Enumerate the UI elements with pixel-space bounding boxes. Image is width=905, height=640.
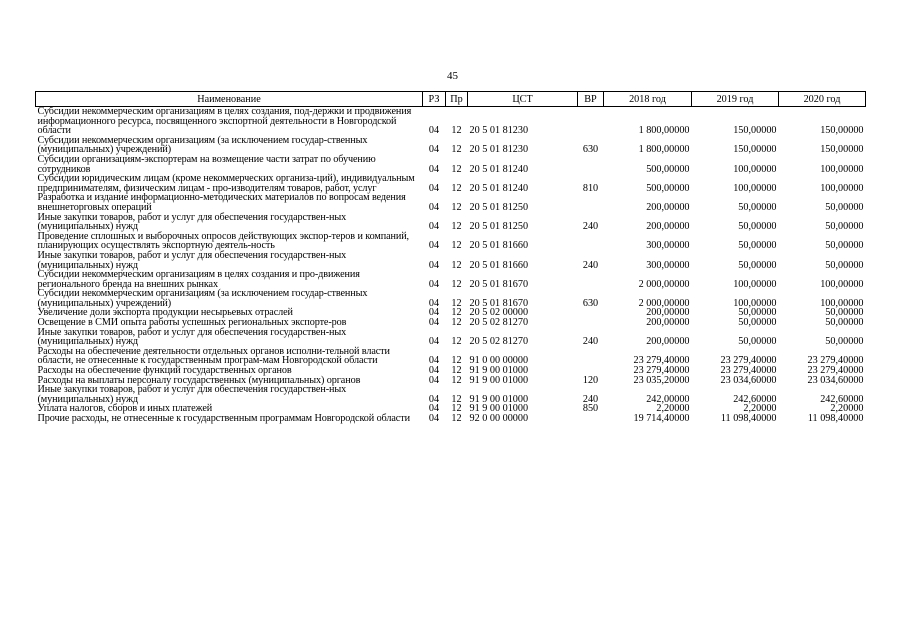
row-pr: 12 (451, 355, 462, 367)
row-vr (578, 308, 604, 318)
row-cst: 20 5 01 81240 (469, 163, 529, 175)
row-value-2020: 2,20000 (830, 403, 864, 415)
row-cst: 91 9 00 01000 (469, 393, 529, 405)
row-value-2018: 1 800,00000 (638, 144, 690, 156)
row-vr: 240 (582, 221, 599, 233)
row-value-2020: 23 279,40000 (807, 355, 864, 367)
row-value-2019: 150,00000 (733, 144, 777, 156)
table-row (36, 213, 866, 232)
row-vr (578, 232, 604, 251)
row-value-2020: 23 034,60000 (807, 374, 864, 386)
row-value-2020: 11 098,40000 (807, 413, 864, 424)
row-value-2019: 50,00000 (738, 317, 777, 329)
row-value-2020: 100,00000 (820, 297, 864, 309)
row-name: Освещение в СМИ опыта работы успешных региональных экспорте-ров (37, 317, 347, 329)
row-value-2018: 23 279,40000 (633, 355, 690, 367)
header-name: Наименование (36, 92, 423, 107)
row-cst: 20 5 02 00000 (469, 307, 529, 319)
row-pr: 12 (451, 201, 462, 213)
row-value-2020: 50,00000 (825, 307, 864, 319)
row-value-2018: 2 000,00000 (638, 297, 690, 309)
row-name: Субсидии некоммерческим организациям в целях создания, под-держки и продвижения информационного ресурса, посвященного экспортной деятельности в Новгородской области (37, 106, 412, 137)
row-vr (578, 414, 604, 424)
table-row (36, 155, 866, 174)
row-pr: 12 (451, 374, 462, 386)
row-pr: 12 (451, 317, 462, 329)
row-name: Иные закупки товаров, работ и услуг для обеспечения государствен-ных (муниципальных) нужд (37, 249, 347, 271)
row-value-2018: 200,00000 (646, 307, 690, 319)
row-value-2019: 50,00000 (738, 221, 777, 233)
row-value-2020: 50,00000 (825, 336, 864, 348)
row-vr: 630 (582, 297, 599, 309)
row-value-2020: 150,00000 (820, 125, 864, 137)
row-cst: 20 5 01 81660 (469, 259, 529, 271)
row-value-2018: 2,20000 (656, 403, 690, 415)
row-value-2019: 100,00000 (733, 278, 777, 290)
row-value-2019: 100,00000 (733, 163, 777, 175)
row-cst: 20 5 01 81250 (469, 201, 529, 213)
row-value-2019: 50,00000 (738, 240, 777, 252)
row-value-2018: 23 279,40000 (633, 365, 690, 377)
row-vr: 240 (582, 336, 599, 348)
header-vr: ВР (578, 92, 604, 107)
row-vr: 120 (582, 374, 599, 386)
row-value-2020: 242,60000 (820, 393, 864, 405)
row-value-2018: 1 800,00000 (638, 125, 690, 137)
row-pr: 12 (451, 163, 462, 175)
row-pr: 12 (451, 221, 462, 233)
row-rz: 04 (428, 221, 440, 233)
row-name: Расходы на обеспечение функций государственных органов (37, 365, 292, 377)
row-pr: 12 (451, 336, 462, 348)
row-pr: 12 (451, 403, 462, 415)
row-rz: 04 (428, 336, 440, 348)
row-rz: 04 (428, 374, 440, 386)
row-rz: 04 (428, 182, 440, 194)
row-name: Прочие расходы, не отнесенные к государственным программам Новгородской области (37, 413, 410, 424)
table-row (36, 251, 866, 270)
row-pr: 12 (451, 413, 462, 424)
row-value-2019: 150,00000 (733, 125, 777, 137)
row-pr: 12 (451, 182, 462, 194)
row-vr (578, 347, 604, 366)
row-vr (578, 318, 604, 328)
header-pr: Пр (446, 92, 468, 107)
row-cst: 20 5 01 81230 (469, 144, 529, 156)
row-vr (578, 155, 604, 174)
row-name: Субсидии организациям-экспортерам на возмещение части затрат по обучению сотрудников (37, 153, 376, 175)
row-value-2018: 2 000,00000 (638, 278, 690, 290)
row-vr (578, 270, 604, 289)
row-rz: 04 (428, 355, 440, 367)
row-cst: 20 5 01 81240 (469, 182, 529, 194)
row-rz: 04 (428, 365, 440, 377)
row-value-2019: 100,00000 (733, 182, 777, 194)
row-value-2019: 50,00000 (738, 336, 777, 348)
row-value-2020: 100,00000 (820, 278, 864, 290)
row-value-2019: 23 279,40000 (720, 365, 777, 377)
row-name: Расходы на обеспечение деятельности отдельных органов исполни-тельной власти области, не отнесенные к государственным програм-мам Новгородской области (37, 345, 390, 367)
header-2018: 2018 год (604, 92, 692, 107)
row-value-2020: 100,00000 (820, 182, 864, 194)
row-value-2019: 50,00000 (738, 259, 777, 271)
row-value-2018: 300,00000 (646, 259, 690, 271)
row-vr: 240 (582, 393, 599, 405)
row-pr: 12 (451, 278, 462, 290)
row-value-2018: 19 714,40000 (633, 413, 690, 424)
row-value-2018: 500,00000 (646, 163, 690, 175)
row-vr: 630 (582, 144, 599, 156)
row-rz: 04 (428, 144, 440, 156)
row-value-2019: 50,00000 (738, 201, 777, 213)
table-row (36, 193, 866, 212)
row-value-2019: 2,20000 (743, 403, 777, 415)
row-value-2019: 242,60000 (733, 393, 777, 405)
row-value-2019: 50,00000 (738, 307, 777, 319)
row-name: Уплата налогов, сборов и иных платежей (37, 403, 213, 415)
row-rz: 04 (428, 393, 440, 405)
row-name: Субсидии юридическим лицам (кроме некоммерческих организа-ций), индивидуальным предпринимателям, физическим лицам - про-изводителям товаров, работ, услуг (37, 173, 415, 194)
row-value-2019: 11 098,40000 (720, 413, 777, 424)
row-rz: 04 (428, 163, 440, 175)
row-cst: 20 5 02 81270 (469, 336, 529, 348)
row-cst: 20 5 01 81670 (469, 297, 529, 309)
table-row (36, 347, 866, 366)
budget-table (35, 91, 866, 424)
table-row (36, 107, 866, 136)
row-pr: 12 (451, 259, 462, 271)
row-value-2020: 50,00000 (825, 240, 864, 252)
row-name: Субсидии некоммерческим организациям в целях создания и про-движения регионального бренда на внешних рынках (37, 269, 360, 290)
row-value-2019: 100,00000 (733, 297, 777, 309)
row-vr: 810 (582, 182, 599, 194)
row-pr: 12 (451, 144, 462, 156)
header-2019: 2019 год (692, 92, 779, 107)
row-cst: 20 5 01 81250 (469, 221, 529, 233)
row-value-2018: 200,00000 (646, 221, 690, 233)
row-rz: 04 (428, 125, 440, 137)
row-name: Иные закупки товаров, работ и услуг для обеспечения государствен-ных (муниципальных) нужд (37, 326, 347, 348)
row-rz: 04 (428, 278, 440, 290)
row-value-2020: 23 279,40000 (807, 365, 864, 377)
header-2020: 2020 год (779, 92, 866, 107)
row-value-2018: 300,00000 (646, 240, 690, 252)
row-value-2018: 200,00000 (646, 201, 690, 213)
row-rz: 04 (428, 317, 440, 329)
row-name: Увеличение доли экспорта продукции несырьевых отраслей (37, 307, 293, 319)
table-row (36, 136, 866, 155)
row-name: Расходы на выплаты персоналу государственных (муниципальных) органов (37, 374, 361, 386)
table-row (36, 385, 866, 404)
row-vr (578, 193, 604, 212)
row-name: Разработка и издание информационно-методических материалов по вопросам ведения внешнеторговых операций (37, 192, 406, 213)
row-rz: 04 (428, 307, 440, 319)
row-value-2020: 50,00000 (825, 317, 864, 329)
row-cst: 20 5 01 81660 (469, 240, 529, 252)
row-rz: 04 (428, 201, 440, 213)
row-pr: 12 (451, 125, 462, 137)
row-value-2018: 200,00000 (646, 336, 690, 348)
row-value-2020: 50,00000 (825, 201, 864, 213)
row-name: Иные закупки товаров, работ и услуг для обеспечения государствен-ных (муниципальных) нужд (37, 384, 347, 405)
row-name: Субсидии некоммерческим организациям (за исключением государ-ственных (муниципальных) учреждений) (37, 134, 368, 156)
row-pr: 12 (451, 393, 462, 405)
page-number: 45 (447, 70, 458, 82)
row-pr: 12 (451, 365, 462, 377)
table-row (36, 232, 866, 251)
row-value-2018: 200,00000 (646, 317, 690, 329)
table-row (36, 174, 866, 193)
table-row (36, 414, 866, 424)
table-body (36, 107, 866, 424)
table-row (36, 328, 866, 347)
header-rz: РЗ (423, 92, 446, 107)
table-row (36, 270, 866, 289)
row-cst: 20 5 01 81670 (469, 278, 529, 290)
row-pr: 12 (451, 297, 462, 309)
row-vr (578, 107, 604, 136)
row-rz: 04 (428, 413, 440, 424)
row-rz: 04 (428, 403, 440, 415)
row-value-2019: 23 034,60000 (720, 374, 777, 386)
row-pr: 12 (451, 240, 462, 252)
row-cst: 91 9 00 01000 (469, 403, 529, 415)
row-cst: 92 0 00 00000 (469, 413, 529, 424)
header-cst: ЦСТ (468, 92, 578, 107)
row-cst: 91 9 00 01000 (469, 374, 529, 386)
row-value-2020: 100,00000 (820, 163, 864, 175)
row-name: Субсидии некоммерческим организациям (за исключением государ-ственных (муниципальных) учреждений) (37, 288, 368, 309)
row-vr: 240 (582, 259, 599, 271)
row-value-2018: 500,00000 (646, 182, 690, 194)
row-value-2018: 242,00000 (646, 393, 690, 405)
row-value-2020: 150,00000 (820, 144, 864, 156)
row-value-2018: 23 035,20000 (633, 374, 690, 386)
row-cst: 91 0 00 00000 (469, 355, 529, 367)
table-header-row (36, 92, 866, 107)
row-cst: 20 5 01 81230 (469, 125, 529, 137)
row-value-2020: 50,00000 (825, 259, 864, 271)
row-vr: 850 (582, 403, 599, 415)
row-cst: 20 5 02 81270 (469, 317, 529, 329)
row-value-2019: 23 279,40000 (720, 355, 777, 367)
row-rz: 04 (428, 259, 440, 271)
row-cst: 91 9 00 01000 (469, 365, 529, 377)
row-value-2020: 50,00000 (825, 221, 864, 233)
row-rz: 04 (428, 240, 440, 252)
row-name: Проведение сплошных и выборочных опросов действующих экспор-теров и компаний, планирующих осуществлять экспортную деятель-ность (37, 230, 409, 252)
row-pr: 12 (451, 307, 462, 319)
row-rz: 04 (428, 297, 440, 309)
table-row (36, 289, 866, 308)
row-name: Иные закупки товаров, работ и услуг для обеспечения государствен-ных (муниципальных) нужд (37, 211, 347, 233)
